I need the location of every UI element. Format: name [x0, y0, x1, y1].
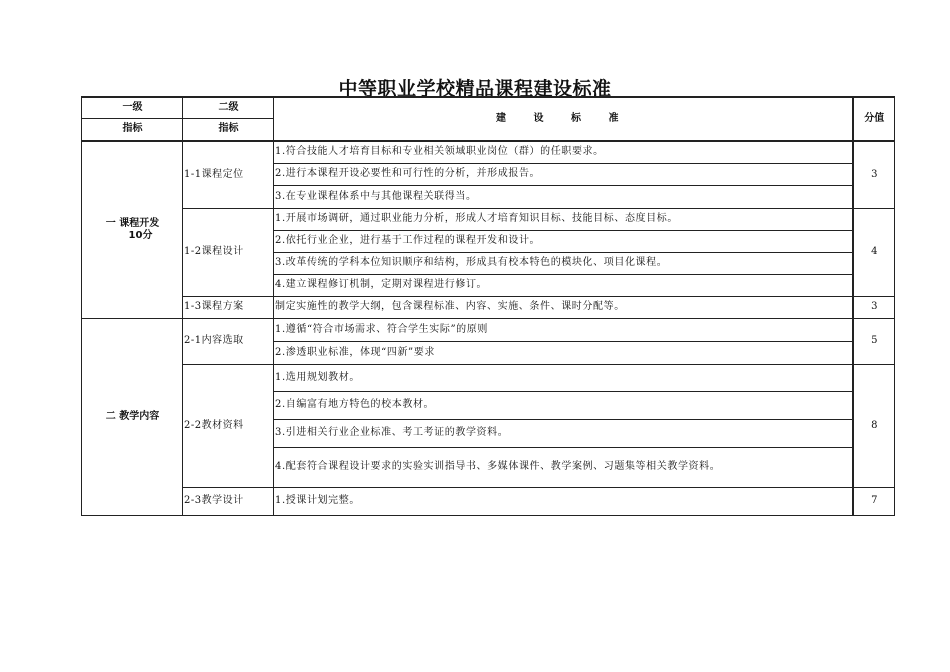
- level1-teaching-content: 二 教学内容: [82, 318, 183, 515]
- criterion-item: 1.遵循“符合市场需求、符合学生实际”的原则: [274, 318, 853, 341]
- level2-1-1: 1-1课程定位: [183, 141, 274, 208]
- header-level1-bottom: 指标: [82, 118, 183, 141]
- criterion-item: 3.改革传统的学科本位知识顺序和结构，形成具有校本特色的模块化、项目化课程。: [274, 252, 853, 274]
- header-level2-bottom: 指标: [183, 118, 274, 141]
- score-1-1: 3: [853, 141, 895, 208]
- criterion-item: 4.配套符合课程设计要求的实验实训指导书、多媒体课件、教学案例、习题集等相关教学资料。: [274, 447, 853, 487]
- criterion-item: 1.选用规划教材。: [274, 364, 853, 391]
- level2-2-3: 2-3教学设计: [183, 487, 274, 515]
- level1-course-development: [82, 141, 183, 318]
- criterion-item: 2.进行本课程开设必要性和可行性的分析，并形成报告。: [274, 163, 853, 185]
- level1-points: 10分: [128, 229, 153, 241]
- score-2-1: 5: [853, 318, 895, 364]
- header-level2-top: 二级: [183, 97, 274, 118]
- page-title: 中等职业学校精品课程建设标准: [338, 78, 612, 100]
- level2-2-2: 2-2教材资料: [183, 364, 274, 487]
- criterion-item: 1.符合技能人才培育目标和专业相关领域职业岗位（群）的任职要求。: [274, 141, 853, 163]
- score-2-2: 8: [853, 364, 895, 487]
- criterion-item: 2.渗透职业标准，体现“四新”要求: [274, 341, 853, 364]
- score-2-3: 7: [853, 487, 895, 515]
- score-1-3: 3: [853, 296, 895, 318]
- criterion-item: 制定实施性的教学大纲，包含课程标准、内容、实施、条件、课时分配等。: [274, 296, 853, 318]
- header-score: 分值: [853, 97, 895, 141]
- score-1-2: 4: [853, 208, 895, 296]
- criterion-item: 1.授课计划完整。: [274, 487, 853, 515]
- level1-label: 一 课程开发: [105, 217, 160, 229]
- level2-1-3: 1-3课程方案: [183, 296, 274, 318]
- criterion-item: 1.开展市场调研，通过职业能力分析，形成人才培育知识目标、技能目标、态度目标。: [274, 208, 853, 230]
- header-criteria: 建 设 标 准: [274, 97, 853, 141]
- level2-2-1: 2-1内容选取: [183, 318, 274, 364]
- criterion-item: 4.建立课程修订机制，定期对课程进行修订。: [274, 274, 853, 296]
- criterion-item: 3.引进相关行业企业标准、考工考证的教学资料。: [274, 419, 853, 447]
- header-level1-top: 一级: [82, 97, 183, 118]
- standards-table: [81, 96, 895, 516]
- criterion-item: 2.自编富有地方特色的校本教材。: [274, 391, 853, 419]
- criterion-item: 3.在专业课程体系中与其他课程关联得当。: [274, 185, 853, 208]
- level2-1-2: 1-2课程设计: [183, 208, 274, 296]
- criterion-item: 2.依托行业企业，进行基于工作过程的课程开发和设计。: [274, 230, 853, 252]
